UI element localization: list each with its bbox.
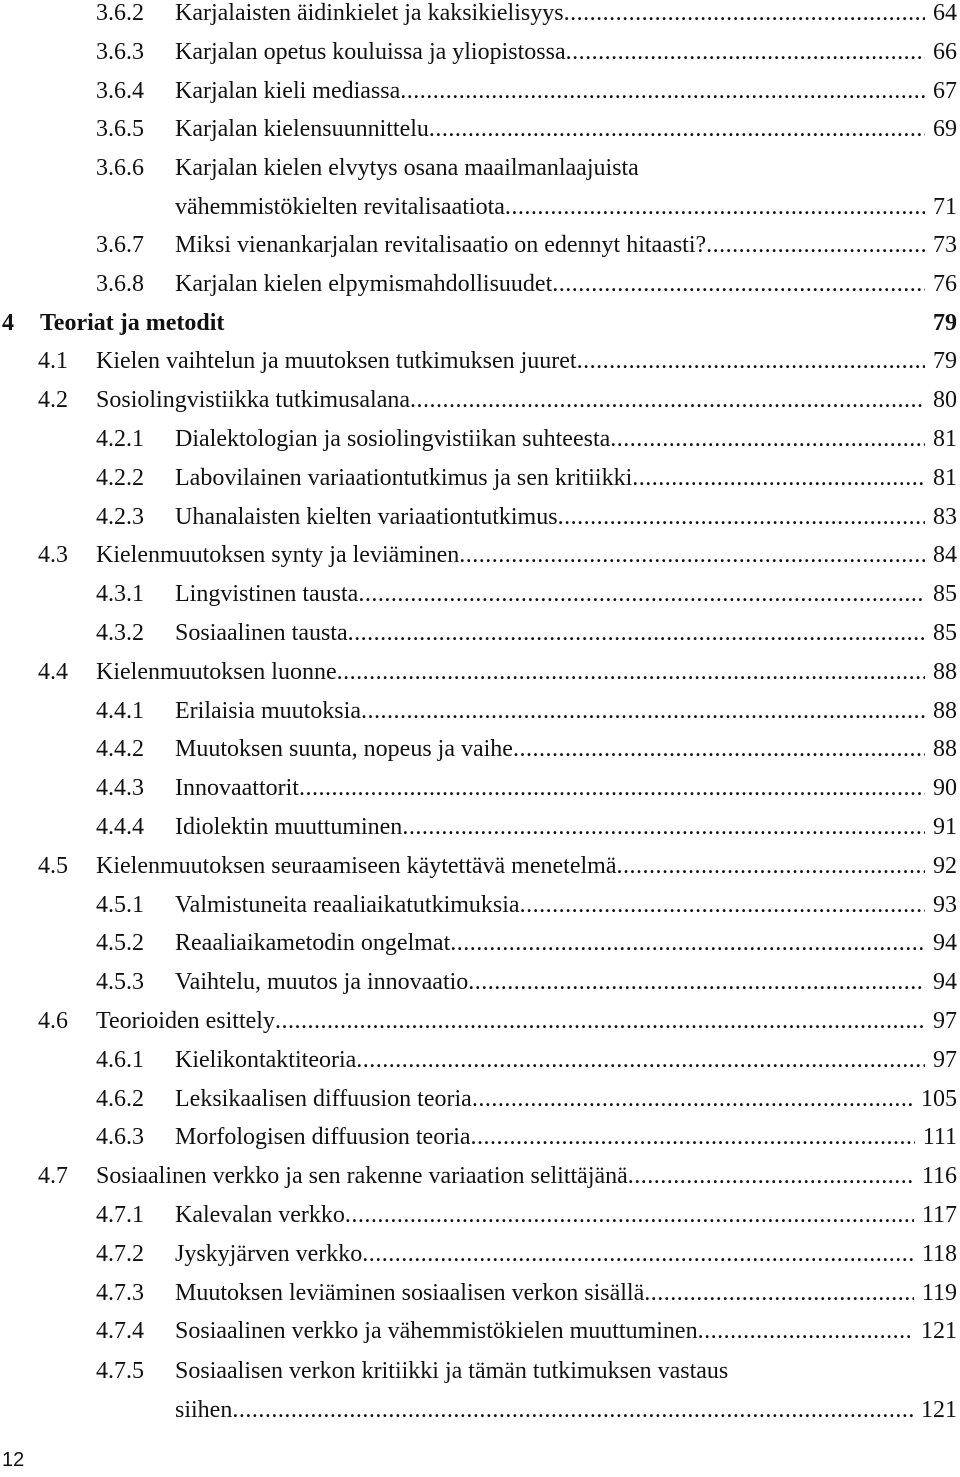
toc-entry[interactable] (0, 575, 960, 614)
toc-chapter-title: Teoriat ja metodit (40, 310, 225, 336)
toc-entry-page: 76 (933, 271, 957, 297)
toc-entry-number: 4.4.3 (96, 775, 144, 801)
toc-entry-title: Kielen vaihtelun ja muutoksen tutkimuksen juuret (96, 348, 577, 374)
toc-entry-page: 81 (933, 465, 957, 491)
dot-leader (410, 381, 925, 420)
toc-entry-number: 4.7.2 (96, 1241, 144, 1267)
toc-entry-page: 88 (933, 659, 957, 685)
toc-entry[interactable] (0, 72, 960, 111)
dot-leader (558, 498, 925, 537)
toc-entry-number: 4.1 (38, 348, 68, 374)
toc-entry-page: 73 (933, 232, 957, 258)
toc-entry[interactable] (0, 498, 960, 537)
toc-entry-number: 4.2 (38, 387, 68, 413)
toc-entry-title: Kalevalan verkko (175, 1202, 345, 1228)
dot-leader (468, 963, 925, 1002)
toc-entry-title: Miksi vienankarjalan revitalisaatio on edennyt hitaasti? (175, 232, 707, 258)
toc-entry-title: Idiolektin muuttuminen (175, 814, 403, 840)
toc-entry[interactable] (0, 33, 960, 72)
toc-entry-page: 67 (933, 78, 957, 104)
toc-entry-number: 3.6.2 (96, 0, 144, 26)
dot-leader (577, 342, 925, 381)
toc-entry-page: 97 (933, 1008, 957, 1034)
toc-chapter-page: 79 (933, 310, 957, 336)
dot-leader (566, 33, 925, 72)
toc-entry-page: 85 (933, 620, 957, 646)
dot-leader (472, 1080, 913, 1119)
toc-entry-page: 97 (933, 1047, 957, 1073)
toc-entry-number: 4.2.3 (96, 504, 144, 530)
toc-entry-number: 4.3 (38, 542, 68, 568)
dot-leader (706, 226, 925, 265)
toc-entry[interactable] (0, 1274, 960, 1313)
dot-leader (356, 1041, 925, 1080)
toc-entry-number: 4.3.2 (96, 620, 144, 646)
toc-entry[interactable] (0, 1080, 960, 1119)
toc-entry-page: 85 (933, 581, 957, 607)
dot-leader (337, 653, 925, 692)
toc-entry-page: 66 (933, 39, 957, 65)
toc-chapter-entry[interactable] (0, 304, 960, 343)
toc-entry-number: 4.7.3 (96, 1280, 144, 1306)
toc-entry[interactable] (0, 1118, 960, 1157)
toc-entry[interactable] (0, 149, 960, 188)
toc-entry-number: 3.6.3 (96, 39, 144, 65)
toc-entry-title: Labovilainen variaationtutkimus ja sen kritiikki (175, 465, 633, 491)
toc-entry[interactable] (0, 808, 960, 847)
toc-entry-title: Karjalan kielensuunnittelu (175, 116, 429, 142)
dot-leader (348, 614, 925, 653)
toc-entry[interactable] (0, 653, 960, 692)
toc-entry-title: Vaihtelu, muutos ja innovaatio (175, 969, 469, 995)
toc-entry[interactable] (0, 692, 960, 731)
toc-entry[interactable] (0, 1196, 960, 1235)
toc-entry-page: 121 (921, 1318, 957, 1344)
toc-entry-page: 83 (933, 504, 957, 530)
dot-leader (628, 1157, 914, 1196)
toc-entry[interactable] (0, 342, 960, 381)
toc-entry-page: 80 (933, 387, 957, 413)
toc-entry[interactable] (0, 963, 960, 1002)
toc-entry-title: Kielikontaktiteoria (175, 1047, 357, 1073)
toc-entry-page: 92 (933, 853, 957, 879)
toc-entry[interactable] (0, 1352, 960, 1391)
toc-entry[interactable] (0, 614, 960, 653)
toc-entry[interactable] (0, 769, 960, 808)
toc-entry-page: 94 (933, 969, 957, 995)
toc-entry-number: 4.4 (38, 659, 68, 685)
dot-leader (552, 265, 925, 304)
dot-leader (610, 420, 925, 459)
toc-entry-page: 90 (933, 775, 957, 801)
toc-entry-page: 71 (933, 194, 957, 220)
toc-entry-page: 118 (921, 1241, 957, 1267)
toc-entry-number: 4.6.1 (96, 1047, 144, 1073)
toc-entry-page: 119 (921, 1280, 957, 1306)
toc-entry-number: 4.5.3 (96, 969, 144, 995)
dot-leader (362, 1235, 914, 1274)
toc-entry[interactable] (0, 459, 960, 498)
toc-entry-number: 3.6.8 (96, 271, 144, 297)
toc-entry-number: 4.6.3 (96, 1124, 144, 1150)
toc-entry-number: 4.4.4 (96, 814, 144, 840)
toc-entry-page: 93 (933, 892, 957, 918)
toc-entry-title: Karjalan kielen elpymismahdollisuudet (175, 271, 553, 297)
toc-entry-page: 88 (933, 698, 957, 724)
toc-entry[interactable] (0, 1041, 960, 1080)
toc-entry-number: 4.7.1 (96, 1202, 144, 1228)
toc-entry[interactable] (0, 226, 960, 265)
toc-entry[interactable] (0, 265, 960, 304)
dot-leader (698, 1312, 913, 1351)
toc-entry-title: Jyskyjärven verkko (175, 1241, 363, 1267)
dot-leader (644, 1274, 914, 1313)
toc-entry-page: 111 (922, 1124, 957, 1150)
toc-entry-number: 4.4.1 (96, 698, 144, 724)
toc-entry-title: Lingvistinen tausta (175, 581, 359, 607)
toc-entry-title: Karjalan kielen elvytys osana maailmanlaajuista (175, 155, 639, 181)
toc-entry-title-continued: vähemmistökielten revitalisaatiota (175, 194, 505, 220)
dot-leader (299, 769, 925, 808)
toc-entry-title: Morfologisen diffuusion teoria (175, 1124, 471, 1150)
toc-entry-number: 4.2.2 (96, 465, 144, 491)
toc-entry-page: 88 (933, 736, 957, 762)
toc-entry[interactable] (0, 381, 960, 420)
toc-entry-number: 4.7.4 (96, 1318, 144, 1344)
dot-leader (361, 692, 925, 731)
toc-entry[interactable] (0, 1002, 960, 1041)
toc-entry[interactable] (0, 924, 960, 963)
dot-leader (275, 1002, 925, 1041)
toc-entry-number: 4.4.2 (96, 736, 144, 762)
toc-entry-number: 4.7.5 (96, 1358, 144, 1384)
toc-entry-title: Sosiaalisen verkon kritiikki ja tämän tutkimuksen vastaus (175, 1358, 729, 1384)
dot-leader (564, 0, 925, 33)
toc-entry-title: Leksikaalisen diffuusion teoria (175, 1086, 472, 1112)
toc-entry-title: Sosiolingvistiikka tutkimusalana (96, 387, 410, 413)
toc-entry-page: 64 (933, 0, 957, 26)
toc-entry[interactable] (0, 110, 960, 149)
dot-leader (450, 924, 925, 963)
toc-entry-title: Sosiaalinen tausta (175, 620, 348, 646)
toc-entry-number: 3.6.5 (96, 116, 144, 142)
toc-entry-title: Teorioiden esittely (96, 1008, 275, 1034)
toc-entry-title: Dialektologian ja sosiolingvistiikan suhteesta (175, 426, 611, 452)
dot-leader (402, 808, 925, 847)
toc-entry-number: 3.6.6 (96, 155, 144, 181)
toc-entry-title: Uhanalaisten kielten variaationtutkimus (175, 504, 558, 530)
toc-entry[interactable] (0, 886, 960, 925)
toc-entry-page: 91 (933, 814, 957, 840)
toc-entry-title: Kielenmuutoksen seuraamiseen käytettävä menetelmä (96, 853, 617, 879)
toc-entry-page: 117 (921, 1202, 957, 1228)
toc-entry[interactable] (0, 847, 960, 886)
dot-leader (471, 1118, 915, 1157)
toc-entry-number: 4.7 (38, 1163, 68, 1189)
dot-leader (513, 730, 925, 769)
toc-entry-title: Innovaattorit (175, 775, 299, 801)
toc-entry-page: 79 (933, 348, 957, 374)
dot-leader (429, 110, 925, 149)
toc-entry-page: 121 (921, 1397, 957, 1423)
toc-entry-title: Sosiaalinen verkko ja sen rakenne variaation selittäjänä (96, 1163, 628, 1189)
toc-entry[interactable] (0, 536, 960, 575)
toc-entry-number: 4.5 (38, 853, 68, 879)
toc-entry-title: Karjalaisten äidinkielet ja kaksikielisyys (175, 0, 564, 26)
toc-entry-title: Kielenmuutoksen luonne (96, 659, 337, 685)
toc-entry-title: Sosiaalinen verkko ja vähemmistökielen muuttuminen (175, 1318, 698, 1344)
toc-entry-title: Muutoksen suunta, nopeus ja vaihe (175, 736, 513, 762)
dot-leader (345, 1196, 914, 1235)
toc-entry-continuation[interactable] (0, 1391, 960, 1430)
toc-entry[interactable] (0, 420, 960, 459)
toc-entry-title: Reaaliaikametodin ongelmat (175, 930, 451, 956)
dot-leader (459, 536, 925, 575)
toc-entry-number: 4.6 (38, 1008, 68, 1034)
toc-entry-page: 69 (933, 116, 957, 142)
dot-leader (505, 188, 925, 227)
toc-entry-number: 3.6.4 (96, 78, 144, 104)
toc-entry-title: Erilaisia muutoksia (175, 698, 361, 724)
toc-entry-page: 116 (921, 1163, 957, 1189)
toc-entry-page: 81 (933, 426, 957, 452)
toc-entry-page: 84 (933, 542, 957, 568)
toc-entry-number: 4.5.2 (96, 930, 144, 956)
toc-entry-page: 105 (921, 1086, 957, 1112)
toc-entry-page: 94 (933, 930, 957, 956)
dot-leader (358, 575, 925, 614)
dot-leader (520, 886, 925, 925)
toc-entry[interactable] (0, 0, 960, 33)
toc-entry-number: 3.6.7 (96, 232, 144, 258)
toc-entry-continuation[interactable] (0, 188, 960, 227)
dot-leader (616, 847, 925, 886)
page-number: 12 (2, 1449, 25, 1471)
toc-entry-number: 4.6.2 (96, 1086, 144, 1112)
toc-entry-title-continued: siihen (175, 1397, 233, 1423)
toc-entry-number: 4.5.1 (96, 892, 144, 918)
toc-entry-title: Muutoksen leviäminen sosiaalisen verkon sisällä (175, 1280, 645, 1306)
toc-entry[interactable] (0, 1235, 960, 1274)
toc-entry-title: Karjalan opetus kouluissa ja yliopistossa (175, 39, 566, 65)
toc-entry-title: Kielenmuutoksen synty ja leviäminen (96, 542, 460, 568)
toc-chapter-number: 4 (2, 310, 14, 336)
toc-entry-title: Valmistuneita reaaliaikatutkimuksia (175, 892, 520, 918)
toc-entry[interactable] (0, 1312, 960, 1351)
toc-entry[interactable] (0, 1157, 960, 1196)
toc-entry-number: 4.3.1 (96, 581, 144, 607)
dot-leader (632, 459, 925, 498)
dot-leader (232, 1391, 913, 1430)
toc-entry[interactable] (0, 730, 960, 769)
toc-entry-title: Karjalan kieli mediassa (175, 78, 401, 104)
toc-entry-number: 4.2.1 (96, 426, 144, 452)
dot-leader (400, 72, 925, 111)
